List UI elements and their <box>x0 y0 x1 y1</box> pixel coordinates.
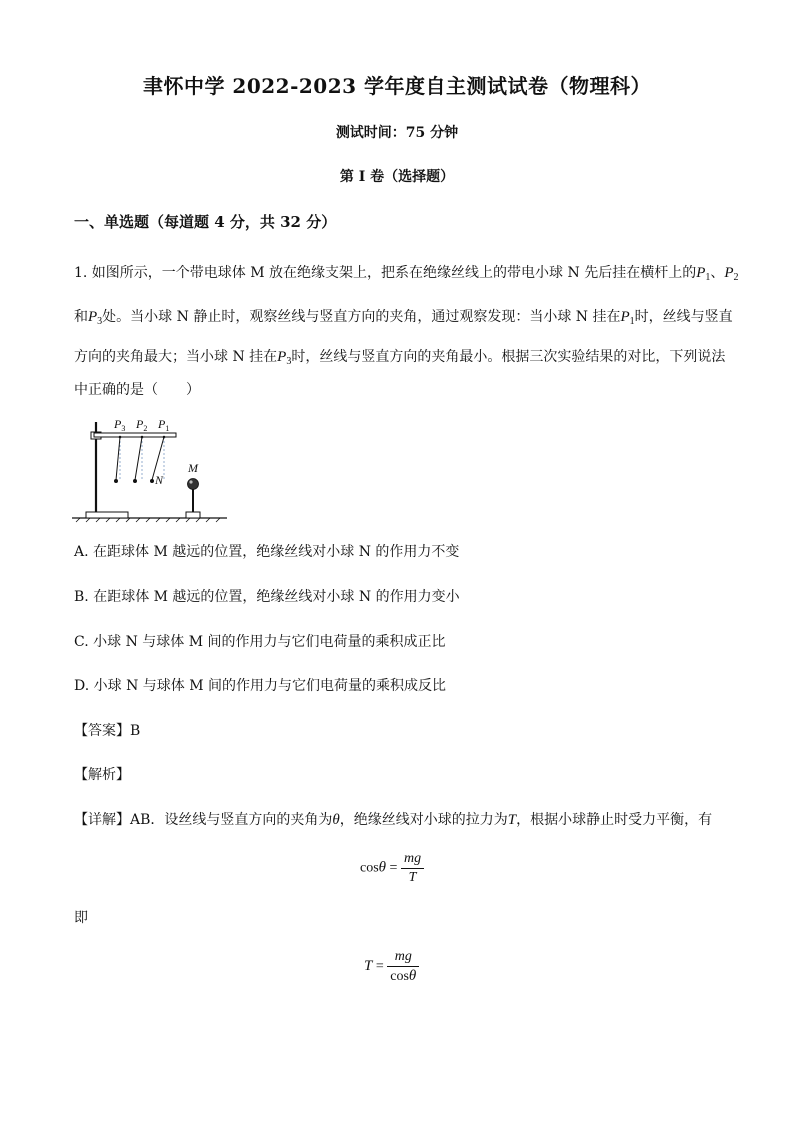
m-support-base <box>186 512 200 518</box>
ji-text: 即 <box>74 910 88 926</box>
answer-line <box>74 721 140 741</box>
stand-base <box>86 512 128 518</box>
eq-fraction <box>401 850 424 887</box>
option-b: B. 在距球体 M 越远的位置，绝缘丝线对小球 N 的作用力变小 <box>74 589 460 605</box>
eq-cos: cos <box>360 860 379 876</box>
symbol-p3: $P_3$ <box>277 349 292 367</box>
question-text: 时，丝线与竖直方向的夹角最小。根据三次实验结果的对比，下列说法 <box>291 349 726 365</box>
symbol-theta: θ <box>332 812 340 828</box>
question-text: 时，丝线与竖直 <box>634 309 733 325</box>
question-line-1 <box>74 263 739 288</box>
sphere-m-highlight <box>189 480 192 483</box>
separator: 、 <box>710 265 725 281</box>
ball-n-at-p2 <box>133 479 137 483</box>
eq-numerator: mg <box>387 948 419 967</box>
option-d: D. 小球 N 与球体 M 间的作用力与它们电荷量的乘积成反比 <box>74 678 447 694</box>
detail-text: ，绝缘丝线对小球的拉力为 <box>339 812 508 828</box>
question-line-4: 中正确的是（ ） <box>74 382 200 398</box>
figure-label-p3: $P_3$ <box>114 417 126 433</box>
question-text: 方向的夹角最大；当小球 N 挂在 <box>74 349 278 365</box>
question-line-2 <box>74 307 733 332</box>
detail-text: ，根据小球静止时受力平衡，有 <box>516 812 713 828</box>
analysis-label: 【解析】 <box>74 767 130 783</box>
question-text: 和 <box>74 309 88 325</box>
eq-theta: θ <box>378 859 387 876</box>
figure-label-n: N <box>155 473 164 487</box>
symbol-p3: $P_3$ <box>88 309 103 327</box>
apparatus-figure <box>72 408 232 523</box>
equation-2 <box>364 948 419 986</box>
symbol-p1: $P_1$ <box>696 265 711 283</box>
figure-label-p2: $P_2$ <box>136 417 148 433</box>
equation-1 <box>360 850 424 887</box>
eq-denominator: cosθ <box>390 968 417 984</box>
ball-n-at-p3 <box>114 479 118 483</box>
eq-equals: = <box>375 959 384 975</box>
symbol-p1: $P_1$ <box>620 309 635 327</box>
option-a: A. 在距球体 M 越远的位置，绝缘丝线对小球 N 的作用力不变 <box>74 544 460 560</box>
eq-equals: = <box>389 860 398 876</box>
detail-line <box>74 810 712 830</box>
figure-label-p1: $P_1$ <box>158 417 170 433</box>
eq-fraction <box>387 948 419 986</box>
detail-text: AB．设丝线与竖直方向的夹角为 <box>130 812 333 828</box>
question-text: 1. 如图所示，一个带电球体 M 放在绝缘支架上，把系在绝缘丝线上的带电小球 N 先后挂在横杆上的 <box>74 265 697 281</box>
section-heading: 一、单选题（每道题 4 分，共 32 分） <box>74 213 337 231</box>
eq-t: T <box>364 958 373 975</box>
eq-denominator: T <box>408 870 417 885</box>
question-line-3 <box>74 347 725 372</box>
question-text: 处。当小球 N 静止时，观察丝线与竖直方向的夹角，通过观察发现：当小球 N 挂在 <box>102 309 621 325</box>
symbol-tension: T <box>507 812 517 828</box>
answer-label: 【答案】 <box>74 723 130 739</box>
volume-title: 第 I 卷（选择题） <box>339 169 455 185</box>
ball-n-at-p1 <box>150 479 154 483</box>
sphere-m <box>188 479 199 490</box>
eq-numerator: mg <box>401 850 424 869</box>
answer-value: B <box>130 723 141 739</box>
symbol-p2: $P_2$ <box>724 265 739 283</box>
exam-title: 聿怀中学 2022-2023 学年度自主测试试卷（物理科） <box>142 74 652 98</box>
figure-label-m: M <box>188 461 198 475</box>
exam-time: 测试时间：75 分钟 <box>335 125 459 141</box>
detail-label: 【详解】 <box>74 812 130 828</box>
option-c: C. 小球 N 与球体 M 间的作用力与它们电荷量的乘积成正比 <box>74 634 446 650</box>
